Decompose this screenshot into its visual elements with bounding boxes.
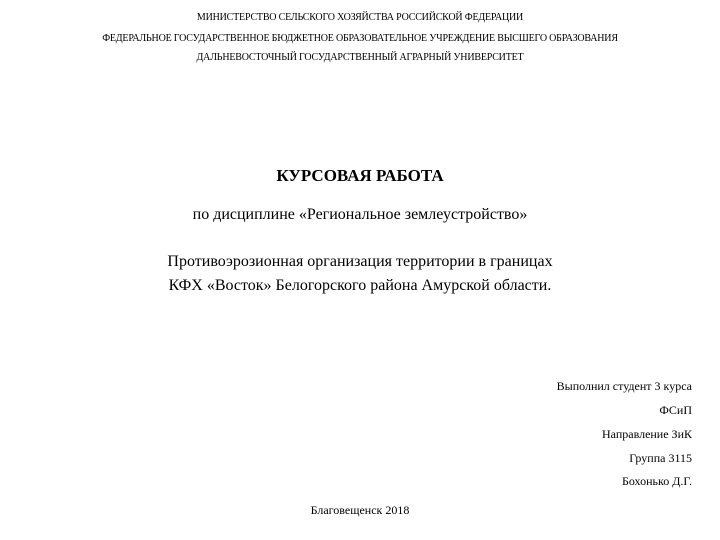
author-name: Бохонько Д.Г. [621,474,692,488]
discipline-line: по дисциплине «Региональное землеустройство» [192,206,528,223]
institution-type-heading: ФЕДЕРАЛЬНОЕ ГОСУДАРСТВЕННОЕ БЮДЖЕТНОЕ ОБРАЗОВАТЕЛЬНОЕ УЧРЕЖДЕНИЕ ВЫСШЕГО ОБРАЗОВАНИЯ [102,33,618,44]
topic-line-2: КФХ «Восток» Белогорского района Амурской области. [168,277,552,294]
city-year: Благовещенск 2018 [310,503,410,517]
ministry-heading: МИНИСТЕРСТВО СЕЛЬСКОГО ХОЗЯЙСТВА РОССИЙСКОЙ ФЕДЕРАЦИИ [196,12,524,23]
author-faculty: ФСиП [659,403,692,417]
author-direction: Направление ЗиК [601,427,692,441]
document-title: КУРСОВАЯ РАБОТА [276,166,444,185]
university-heading: ДАЛЬНЕВОСТОЧНЫЙ ГОСУДАРСТВЕННЫЙ АГРАРНЫЙ УНИВЕРСИТЕТ [196,52,524,63]
author-group: Группа 3115 [629,451,692,465]
topic-line-1: Противоэрозионная организация территории в границах [167,253,553,270]
author-performed-by: Выполнил студент 3 курса [556,379,692,393]
